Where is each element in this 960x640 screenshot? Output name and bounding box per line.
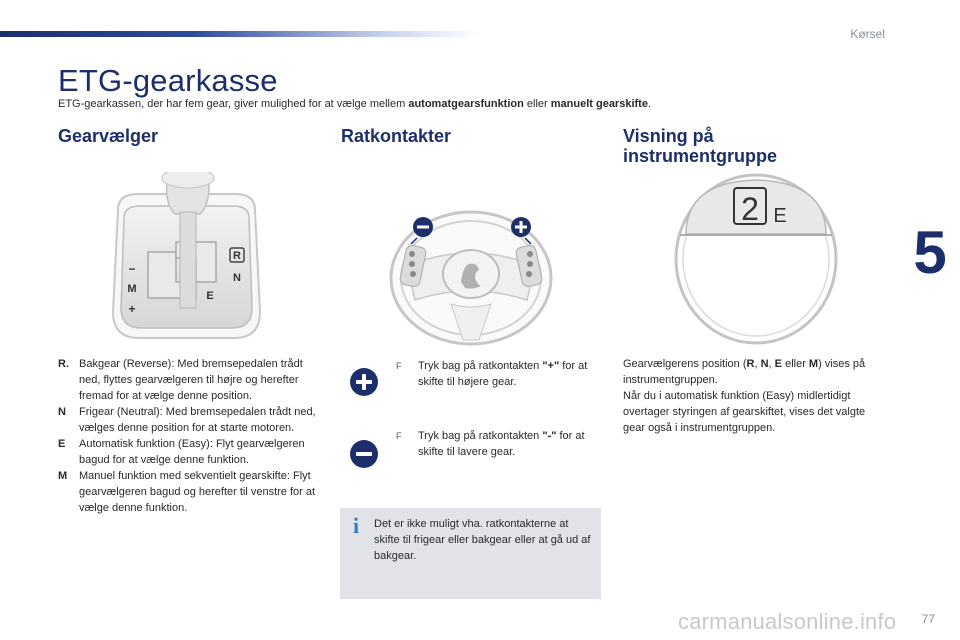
intro-middle: eller xyxy=(523,98,551,110)
instrument-display-figure xyxy=(672,172,840,346)
minus-text-pre: Tryk bag på ratkontakten xyxy=(418,430,543,442)
minus-paddle-row xyxy=(340,428,600,476)
intro-paragraph xyxy=(58,98,858,110)
p1-e: E xyxy=(774,358,783,370)
header-accent-bar xyxy=(0,31,480,37)
heading-line-2: instrumentgruppe xyxy=(623,146,778,166)
display-description xyxy=(623,356,885,436)
plus-text-pre: Tryk bag på ratkontakten xyxy=(418,360,543,372)
fig-label-r: R xyxy=(233,250,241,262)
minus-text-post: for at skifte til lavere gear. xyxy=(418,430,585,458)
legend-key: M xyxy=(58,470,68,482)
heading-instrument-display xyxy=(623,126,777,166)
section-label: Kørsel xyxy=(850,27,885,41)
heading-paddles: Ratkontakter xyxy=(341,126,452,146)
page-title: ETG-gearkasse xyxy=(58,63,278,98)
info-note xyxy=(340,508,601,599)
minus-key: "-" xyxy=(542,430,557,442)
bullet-flag: F xyxy=(396,431,402,441)
heading-gear-selector: Gearvælger xyxy=(58,126,159,146)
intro-bold-manual: manuelt gearskifte xyxy=(550,98,648,110)
legend-text: Frigear (Neutral): Med bremsepedalen trådt ned, vælges denne position for at starte motoren. xyxy=(79,406,316,434)
p1-m: M xyxy=(808,358,819,370)
p1-pre: Gearvælgerens position ( xyxy=(623,358,747,370)
p1-sep: , xyxy=(768,358,775,370)
legend-key: R. xyxy=(58,358,69,370)
plus-text-post: for at skifte til højere gear. xyxy=(418,360,588,388)
legend-key: N xyxy=(58,406,66,418)
minus-circle-icon xyxy=(350,440,378,468)
heading-line-1: Visning på xyxy=(623,126,714,146)
fig-label-minus: − xyxy=(128,262,136,276)
fig-label-e: E xyxy=(206,290,214,302)
intro-suffix: . xyxy=(647,98,652,110)
fig-label-n: N xyxy=(233,272,241,284)
p1-post: ) vises på instrumentgruppen. xyxy=(623,358,866,386)
legend-item-reverse xyxy=(58,356,323,404)
legend-item-easy xyxy=(58,436,323,468)
page-number: 77 xyxy=(921,612,935,626)
p1-n: N xyxy=(760,358,769,370)
legend-item-neutral xyxy=(58,404,323,436)
plus-paddle-row xyxy=(340,358,600,406)
bullet-flag: F xyxy=(396,361,402,371)
steering-wheel-figure xyxy=(385,200,557,348)
minus-paddle-text xyxy=(418,428,598,460)
display-gear: 2 xyxy=(741,191,759,227)
legend-text: Bakgear (Reverse): Med bremsepedalen trådt ned, flyttes gearvælgeren til højre og herefter fremad for at vælge denne position. xyxy=(79,358,303,402)
chapter-number: 5 xyxy=(913,219,947,286)
plus-paddle-text xyxy=(418,358,598,390)
p1-r: R xyxy=(746,358,755,370)
intro-prefix: ETG-gearkassen, der har fem gear, giver mulighed for at vælge mellem xyxy=(58,98,409,110)
display-mode: E xyxy=(773,205,787,227)
plus-circle-icon xyxy=(350,368,378,396)
gear-legend xyxy=(58,356,323,516)
watermark: carmanualsonline.info xyxy=(678,609,897,634)
display-paragraph-2: Når du i automatisk funktion (Easy) midlertidigt overtager styringen af gearskiftet, vises det valgte gear også i instrumentgruppen. xyxy=(623,390,866,434)
p1-sep: , xyxy=(754,358,761,370)
p1-or: eller xyxy=(782,358,809,370)
info-note-text: Det er ikke muligt vha. ratkontakterne at skifte til frigear eller bakgear eller at gå ud af bakgear. xyxy=(374,518,591,562)
fig-label-m: M xyxy=(127,283,137,295)
plus-key: "+" xyxy=(542,360,560,372)
legend-item-manual xyxy=(58,468,323,516)
gear-selector-figure xyxy=(104,172,269,344)
legend-text: Automatisk funktion (Easy): Flyt gearvælgeren bagud for at vælge denne funktion. xyxy=(79,438,305,466)
info-icon: i xyxy=(352,513,360,538)
legend-key: E xyxy=(58,438,66,450)
legend-text: Manuel funktion med sekventielt gearskifte: Flyt gearvælgeren bagud og herefter til venstre for at vælge denne funktion. xyxy=(79,470,316,514)
intro-bold-auto: automatgearsfunktion xyxy=(408,98,524,110)
fig-label-plus: + xyxy=(128,302,136,316)
display-paragraph-1 xyxy=(623,356,885,388)
